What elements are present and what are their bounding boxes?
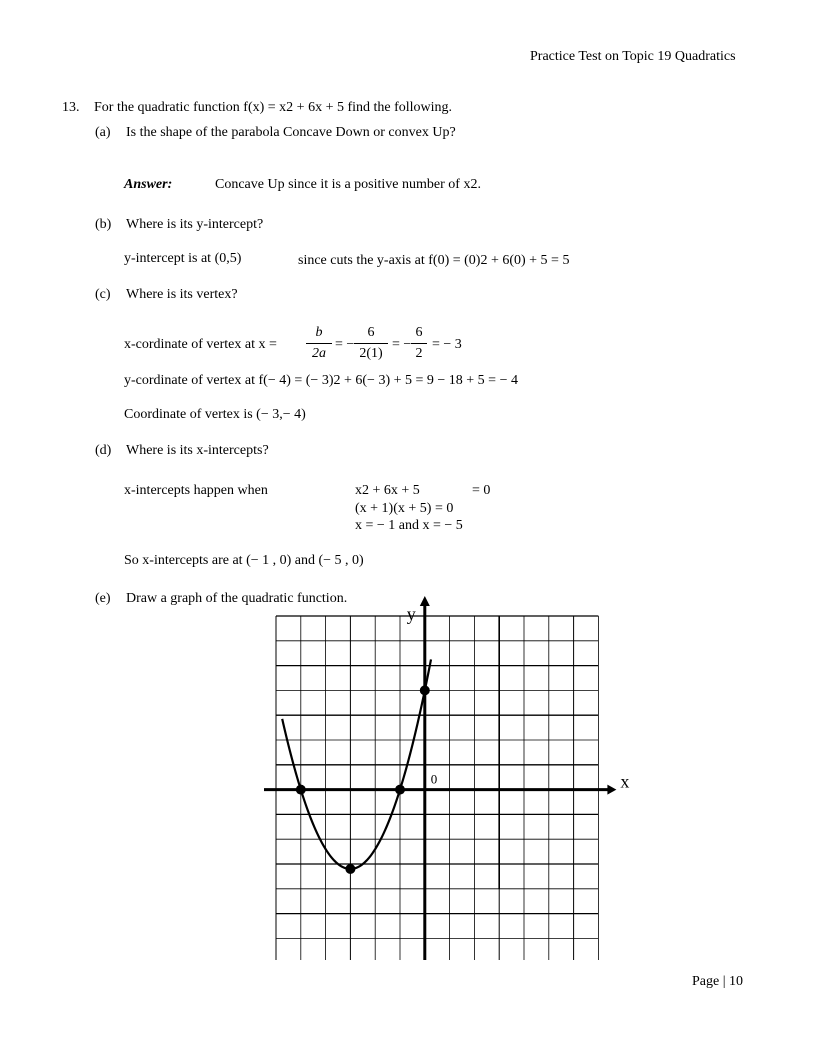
graph-point <box>420 685 430 695</box>
graph-points <box>296 685 430 874</box>
roots-line: x = − 1 and x = − 5 <box>355 518 463 533</box>
graph-point <box>296 785 306 795</box>
fraction-numerator: 6 <box>367 325 375 340</box>
part-b-label: (b) <box>95 217 112 232</box>
y-axis-arrow <box>420 596 430 606</box>
x-coordinate-result: = − 3 <box>432 337 462 352</box>
factored-equation: (x + 1)(x + 5) = 0 <box>355 501 454 516</box>
part-a-answer: Concave Up since it is a positive number of x2. <box>215 177 481 192</box>
graph-grid <box>276 616 598 960</box>
fraction-numerator: 6 <box>415 325 423 340</box>
graph-axes <box>264 596 616 960</box>
quadratic-graph <box>262 596 652 960</box>
x-intercepts-conclusion: So x-intercepts are at (− 1 , 0) and (− 5 , 0) <box>124 553 364 568</box>
part-a-label: (a) <box>95 125 111 140</box>
y-intercept-reason: since cuts the y-axis at f(0) = (0)2 + 6(0) + 5 = 5 <box>298 253 570 268</box>
y-coordinate-line: y-cordinate of vertex at f(− 4) = (− 3)2 + 6(− 3) + 5 = 9 − 18 + 5 = − 4 <box>124 373 518 388</box>
graph-point <box>345 864 355 874</box>
fraction-numerator: b <box>315 325 323 340</box>
fraction-6-over-2-1 <box>354 326 388 361</box>
part-e-question: Draw a graph of the quadratic function. <box>126 591 348 606</box>
equation-left: x2 + 6x + 5 <box>355 483 420 498</box>
x-intercepts-intro: x-intercepts happen when <box>124 483 268 498</box>
part-c-label: (c) <box>95 287 111 302</box>
part-d-question: Where is its x-intercepts? <box>126 443 269 458</box>
equals-minus: = − <box>335 337 355 352</box>
question-number: 13. <box>62 100 80 115</box>
question-text: For the quadratic function f(x) = x2 + 6x + 5 find the following. <box>94 100 453 115</box>
equation-right: = 0 <box>472 483 491 498</box>
x-axis-arrow <box>607 785 616 795</box>
part-d-label: (d) <box>95 443 112 458</box>
equals-minus-2: = − <box>392 337 412 352</box>
part-c-question: Where is its vertex? <box>126 287 238 302</box>
y-axis-label: y <box>406 604 416 624</box>
part-b-question: Where is its y-intercept? <box>126 217 264 232</box>
origin-label: 0 <box>430 771 438 787</box>
graph-point <box>395 785 405 795</box>
page-header: Practice Test on Topic 19 Quadratics <box>530 49 736 64</box>
answer-label: Answer: <box>124 177 173 192</box>
fraction-denominator: 2(1) <box>359 346 383 361</box>
fraction-b-over-2a <box>306 326 332 361</box>
part-a-question: Is the shape of the parabola Concave Down or convex Up? <box>126 125 456 140</box>
page-number: Page | 10 <box>692 974 744 989</box>
vertex-line: Coordinate of vertex is (− 3,− 4) <box>124 407 306 422</box>
fraction-denominator: 2 <box>415 346 423 361</box>
x-axis-label: x <box>620 771 630 792</box>
fraction-6-over-2 <box>411 326 427 361</box>
y-intercept-line: y-intercept is at (0,5) <box>124 251 242 266</box>
fraction-denominator: 2a <box>312 346 326 361</box>
part-e-label: (e) <box>95 591 111 606</box>
x-coordinate-prefix: x-cordinate of vertex at x = <box>124 337 277 352</box>
